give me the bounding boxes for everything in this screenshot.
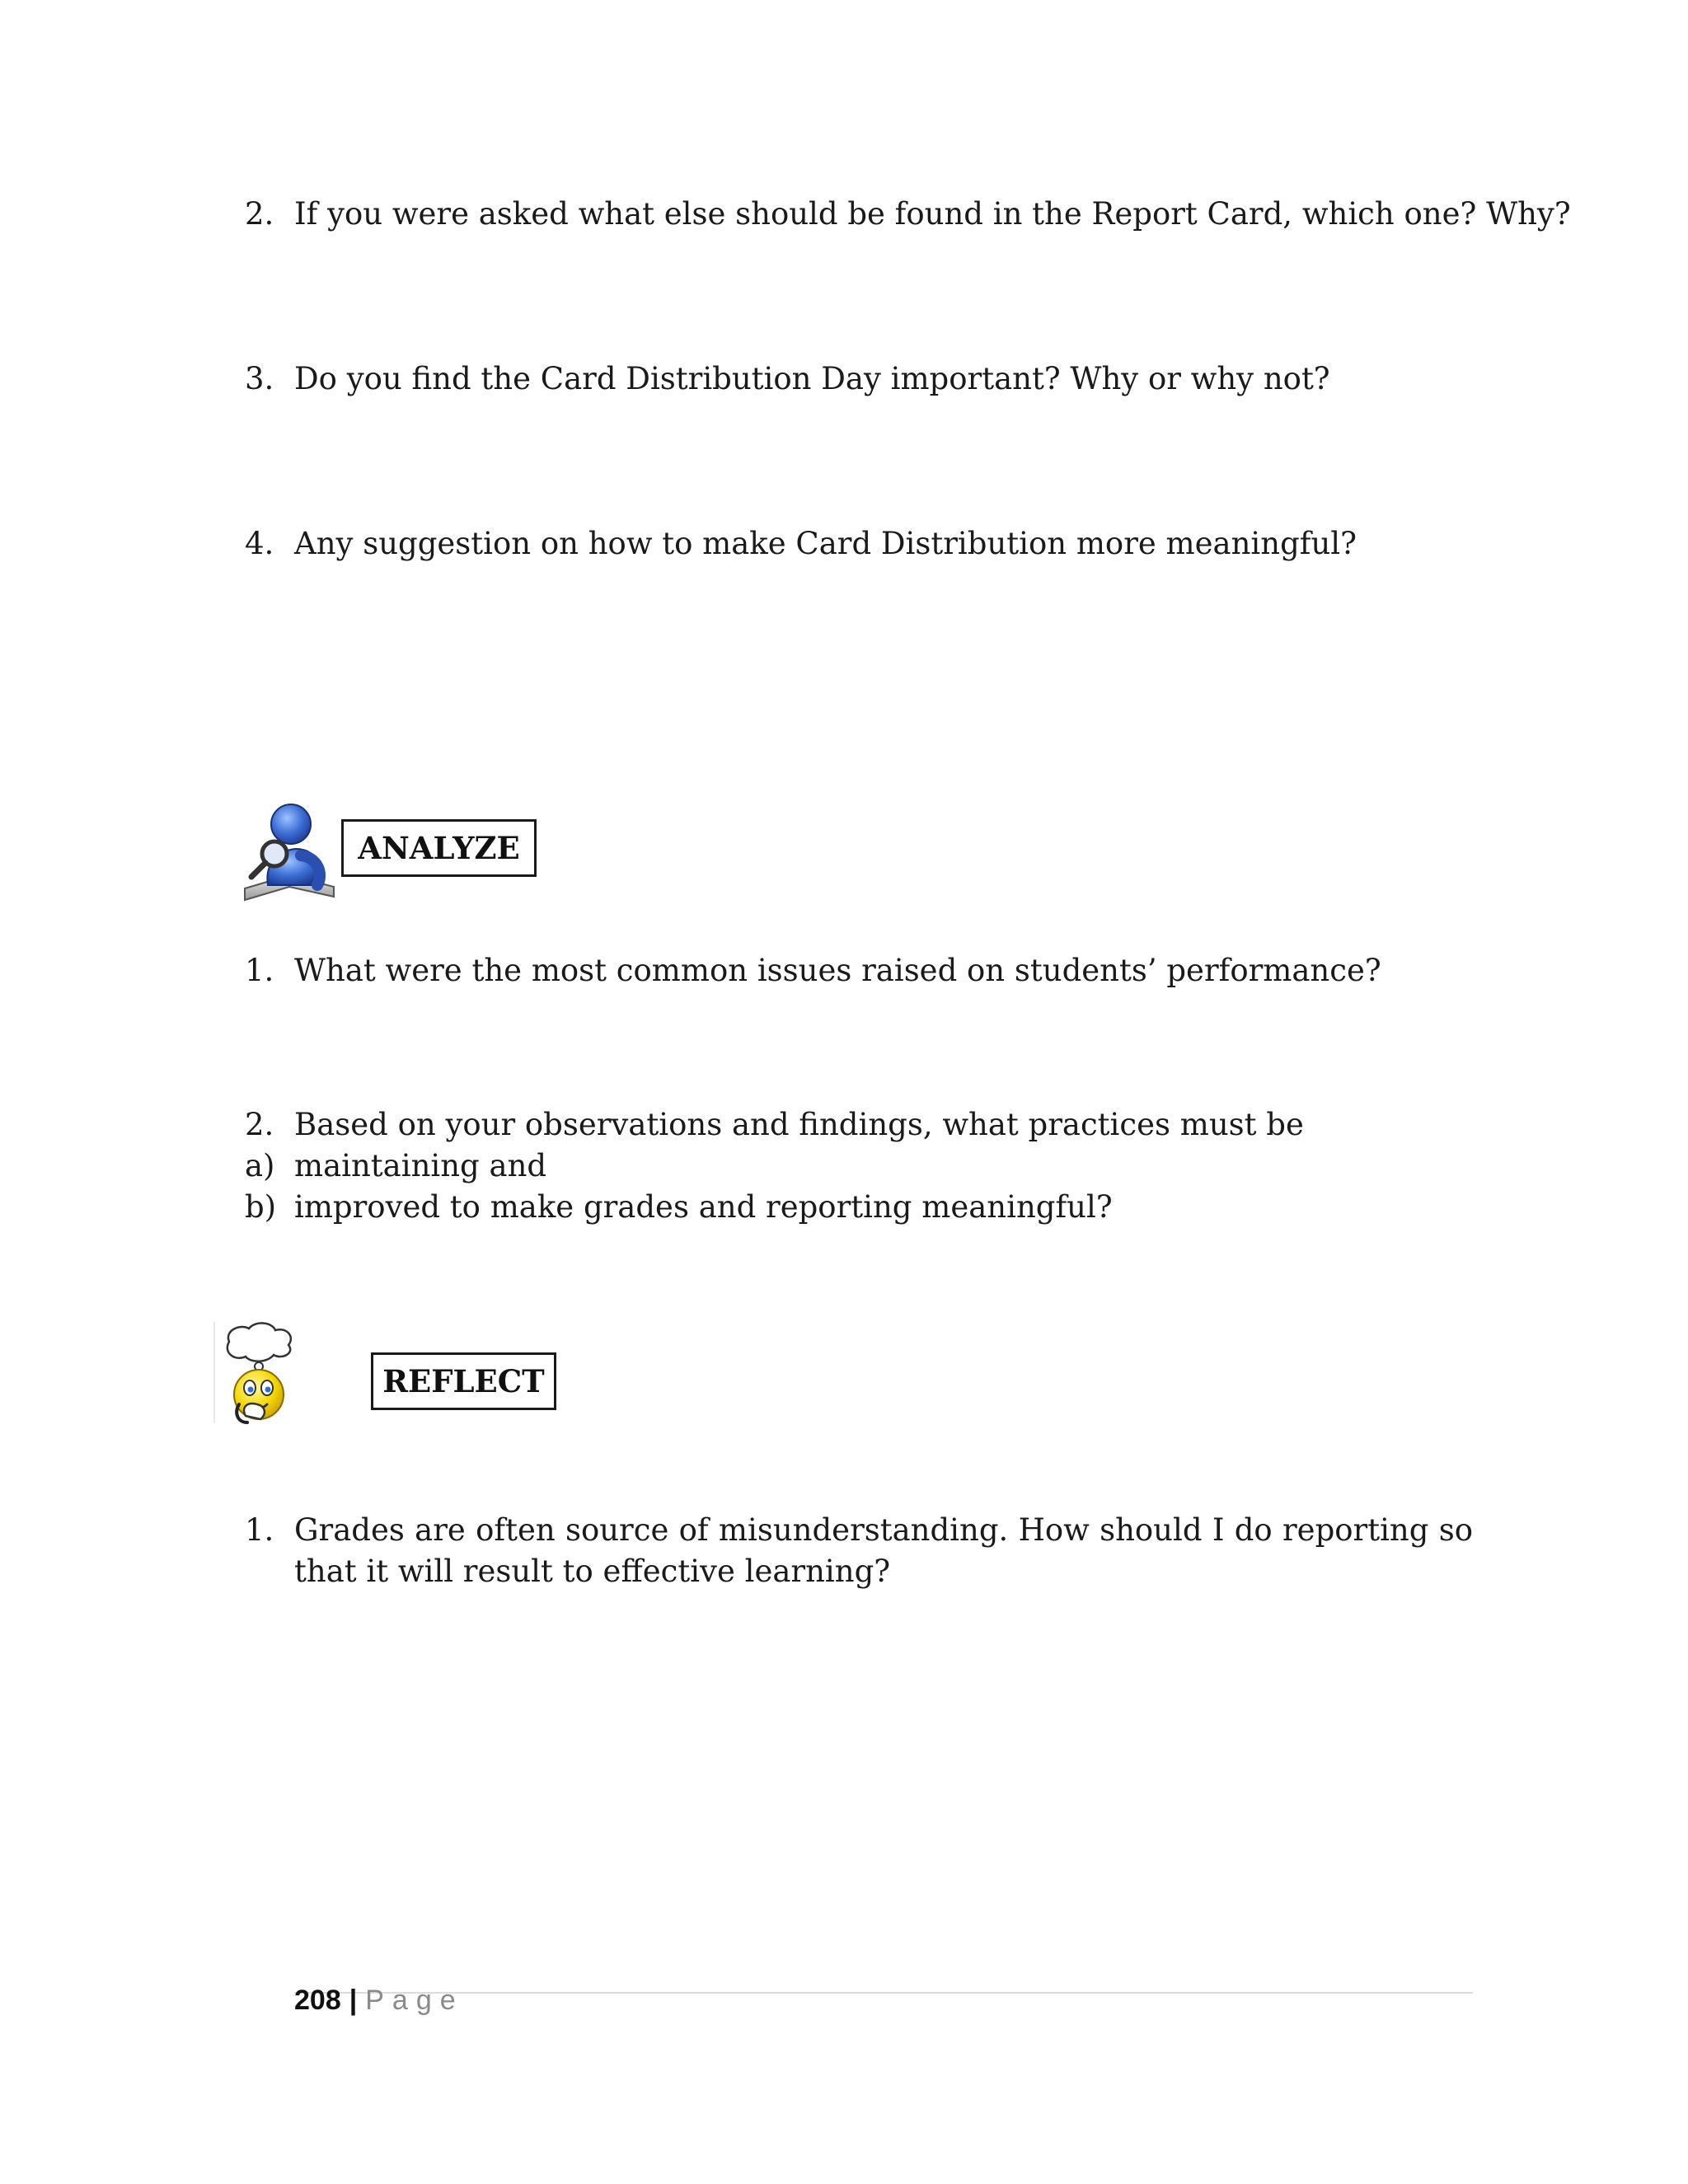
page-word: Page [365, 1985, 464, 2016]
footer-rule [294, 1992, 1473, 1994]
reflect-label-box: REFLECT [371, 1352, 556, 1410]
question-number: 2. [245, 196, 274, 232]
question-number: b) [245, 1189, 277, 1225]
reflect-question-text: Grades are often source of misunderstanding. How should I do reporting so that it will result to effective learning? [294, 1512, 1473, 1589]
question-number: 4. [245, 526, 274, 561]
question-text: maintaining and [294, 1148, 547, 1183]
footer-separator: | [349, 1985, 358, 2016]
question-number: 1. [245, 953, 274, 988]
question-text: Do you find the Card Distribution Day important? Why or why not? [294, 361, 1330, 396]
question-number: a) [245, 1148, 275, 1183]
page-footer [294, 1980, 464, 2021]
question-text: What were the most common issues raised on students’ performance? [294, 953, 1381, 988]
question-text: If you were asked what else should be found in the Report Card, which one? Why? [294, 196, 1571, 232]
question-number: 3. [245, 361, 274, 396]
question-text: improved to make grades and reporting meaningful? [294, 1189, 1113, 1225]
question-text: Any suggestion on how to make Card Distribution more meaningful? [294, 526, 1357, 561]
question-text: Based on your observations and findings, what practices must be [294, 1107, 1304, 1142]
analyze-label-box: ANALYZE [341, 819, 537, 877]
figure-with-magnifying-glass-icon [241, 799, 339, 902]
thinking-face-icon [213, 1319, 312, 1426]
question-number: 2. [245, 1107, 274, 1142]
page-number: 208 [294, 1985, 341, 2016]
question-number: 1. [245, 1512, 274, 1548]
